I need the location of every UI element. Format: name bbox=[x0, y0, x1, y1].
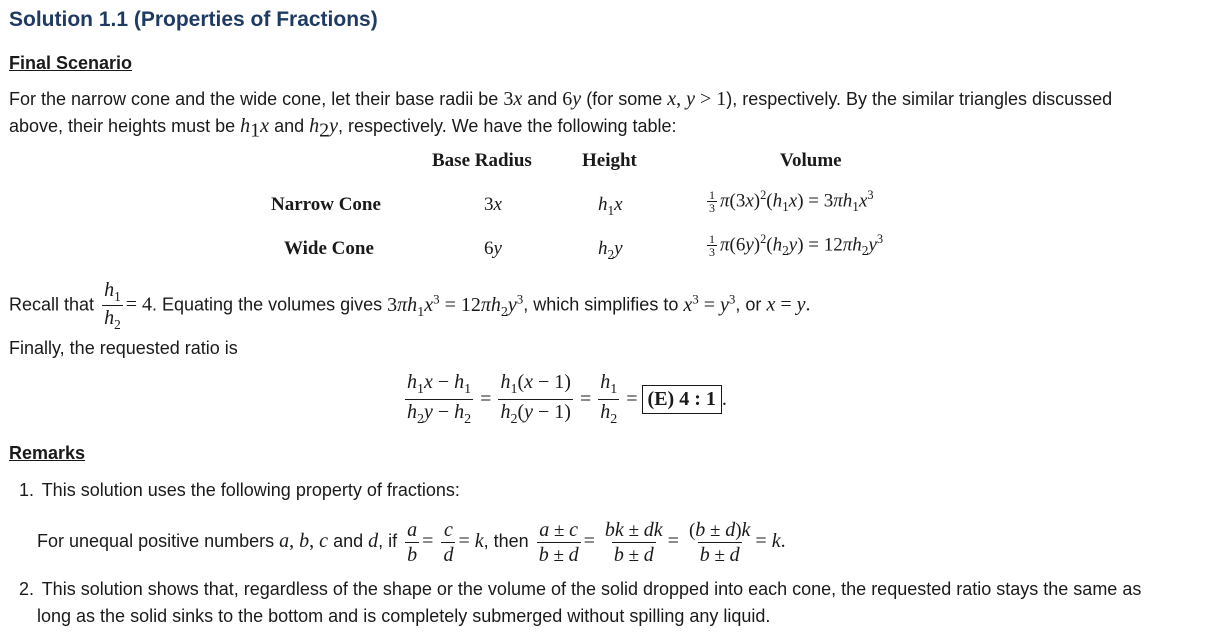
list-number: 1. bbox=[19, 480, 35, 500]
intro-text: and bbox=[527, 89, 558, 109]
table-cell-volume: $\frac{1}{3}$ $\pi(3x)^2(h_1x) = 3\pi h_1x^3$ bbox=[709, 188, 874, 216]
recall-text: , or bbox=[735, 294, 762, 315]
table-row-label: Narrow Cone bbox=[271, 194, 381, 215]
list-text: This solution uses the following property of fractions: bbox=[41, 480, 460, 500]
table-header-height: Height bbox=[582, 150, 637, 171]
table-cell-height: $h_2y$ bbox=[598, 238, 623, 262]
table-cell-height: $h_1x$ bbox=[598, 194, 623, 218]
table-cell-radius: 3x bbox=[484, 194, 502, 215]
section-heading-remarks: Remarks bbox=[9, 443, 86, 463]
page-title: Solution 1.1 (Properties of Fractions) bbox=[9, 8, 378, 31]
recall-text: Recall that bbox=[9, 294, 95, 315]
list-item bbox=[19, 477, 1204, 504]
answer-box: (E) 4 : 1 bbox=[642, 385, 722, 414]
table-cell-radius: 6y bbox=[484, 238, 502, 259]
intro-text: ), respectively. By the similar triangles discussed bbox=[726, 89, 1113, 109]
list-number: 2. bbox=[19, 579, 35, 599]
list-text: long as the solid sinks to the bottom and is completely submerged without spilling any liquid. bbox=[37, 606, 771, 626]
property-text: and bbox=[333, 531, 364, 551]
recall-text: , which simplifies to bbox=[523, 294, 679, 315]
section-heading-final-scenario: Final Scenario bbox=[9, 53, 133, 73]
intro-text: above, their heights must be bbox=[9, 116, 236, 136]
intro-text: and bbox=[274, 116, 305, 136]
table-row-label: Wide Cone bbox=[284, 238, 374, 259]
intro-text: (for some bbox=[586, 89, 663, 109]
ratio-equation: $\frac{h_1x - h_1}{h_2y - h_2}$ = $\frac{h_1(x - 1)}{h_2(y - 1)}$ = $\frac{h_1}{h_2}$ = (E) 4 : 1 . bbox=[407, 371, 727, 427]
intro-text: , respectively. We have the following table: bbox=[338, 116, 677, 136]
recall-text: . Equating the volumes gives bbox=[152, 294, 383, 315]
finally-text: Finally, the requested ratio is bbox=[9, 338, 238, 358]
table-cell-volume: $\frac{1}{3}$ $\pi(6y)^2(h_2y) = 12\pi h_2y^3$ bbox=[709, 232, 884, 260]
property-text: For unequal positive numbers bbox=[37, 531, 275, 551]
property-text: , if bbox=[378, 531, 398, 551]
table-header-base-radius: Base Radius bbox=[432, 150, 532, 171]
property-text: , then bbox=[483, 531, 529, 551]
intro-paragraph: For the narrow cone and the wide cone, let their base radii be 3x and 6y (for some x, y > 1), respectively. By the similar triangles discussed above, their heights must be $h_1x$ and $h_2y$, respectively. We have the following table: bbox=[9, 88, 1113, 142]
table-header-volume: Volume bbox=[780, 150, 842, 171]
recall-paragraph: Recall that $\frac{h_1}{h_2}$ = 4. Equating the volumes gives $3\pi h_1x^3 = 12\pi h_2y^3$, which simplifies to $x^3 = y^3$, or x = y. bbox=[9, 279, 811, 333]
intro-text: For the narrow cone and the wide cone, let their base radii be bbox=[9, 89, 499, 109]
list-text: This solution shows that, regardless of the shape or the volume of the solid dropped into each cone, the requested ratio stays the same as bbox=[41, 579, 1142, 599]
list-item bbox=[19, 576, 1204, 630]
fraction-property: For unequal positive numbers a, b, c and d, if $\frac{a}{b}$ = $\frac{c}{d}$ = k, then $\frac{a \pm c}{b \pm d}$ = $\frac{bk \pm dk}{b \pm d}$ = $\frac{(b \pm d)k}{b \pm d}$ = k. bbox=[37, 518, 786, 566]
